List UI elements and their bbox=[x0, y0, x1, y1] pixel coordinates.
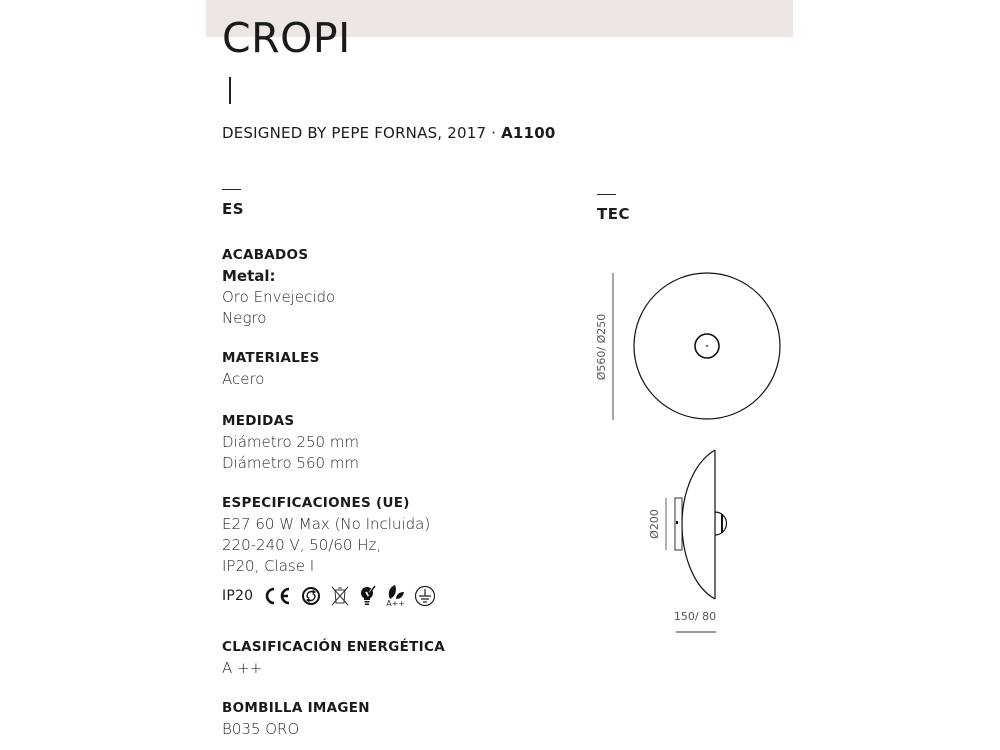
section-value: Negro bbox=[222, 309, 267, 327]
section-heading: BOMBILLA IMAGEN bbox=[222, 700, 370, 716]
section-heading: MATERIALES bbox=[222, 350, 320, 366]
section-value: Oro Envejecido bbox=[222, 288, 336, 306]
section-subheading: Metal: bbox=[222, 267, 276, 285]
section-value: Diámetro 560 mm bbox=[222, 454, 360, 472]
tec-label: TEC bbox=[597, 205, 630, 223]
section-heading: ACABADOS bbox=[222, 247, 309, 263]
front-view-drawing bbox=[595, 273, 780, 420]
section-heading: ESPECIFICACIONES (UE) bbox=[222, 495, 410, 511]
section-value: Acero bbox=[222, 370, 265, 388]
section-value: B035 ORO bbox=[222, 720, 300, 738]
section-value: Diámetro 250 mm bbox=[222, 433, 360, 451]
section-value: E27 60 W Max (No Incluida) bbox=[222, 515, 431, 533]
section-value: 220-240 V, 50/60 Hz, bbox=[222, 536, 382, 554]
section-heading: MEDIDAS bbox=[222, 413, 295, 429]
product-title: CROPI bbox=[222, 14, 351, 62]
section-value: A ++ bbox=[222, 659, 263, 677]
energy-class-label: A++ bbox=[386, 599, 406, 608]
language-label: ES bbox=[222, 200, 245, 218]
section-heading: CLASIFICACIÓN ENERGÉTICA bbox=[222, 639, 445, 655]
side-dimension-label: Ø200 bbox=[648, 509, 661, 539]
ip20-label: IP20 bbox=[222, 588, 254, 604]
designer-credit: DESIGNED BY PEPE FORNAS, 2017 · bbox=[222, 124, 502, 142]
front-dimension-label: Ø560/ Ø250 bbox=[595, 313, 608, 381]
depth-dimension-label: 150/ 80 bbox=[673, 610, 717, 623]
model-code: A1100 bbox=[501, 124, 556, 142]
section-value: IP20, Clase I bbox=[222, 557, 315, 575]
side-view-drawing bbox=[648, 450, 727, 632]
